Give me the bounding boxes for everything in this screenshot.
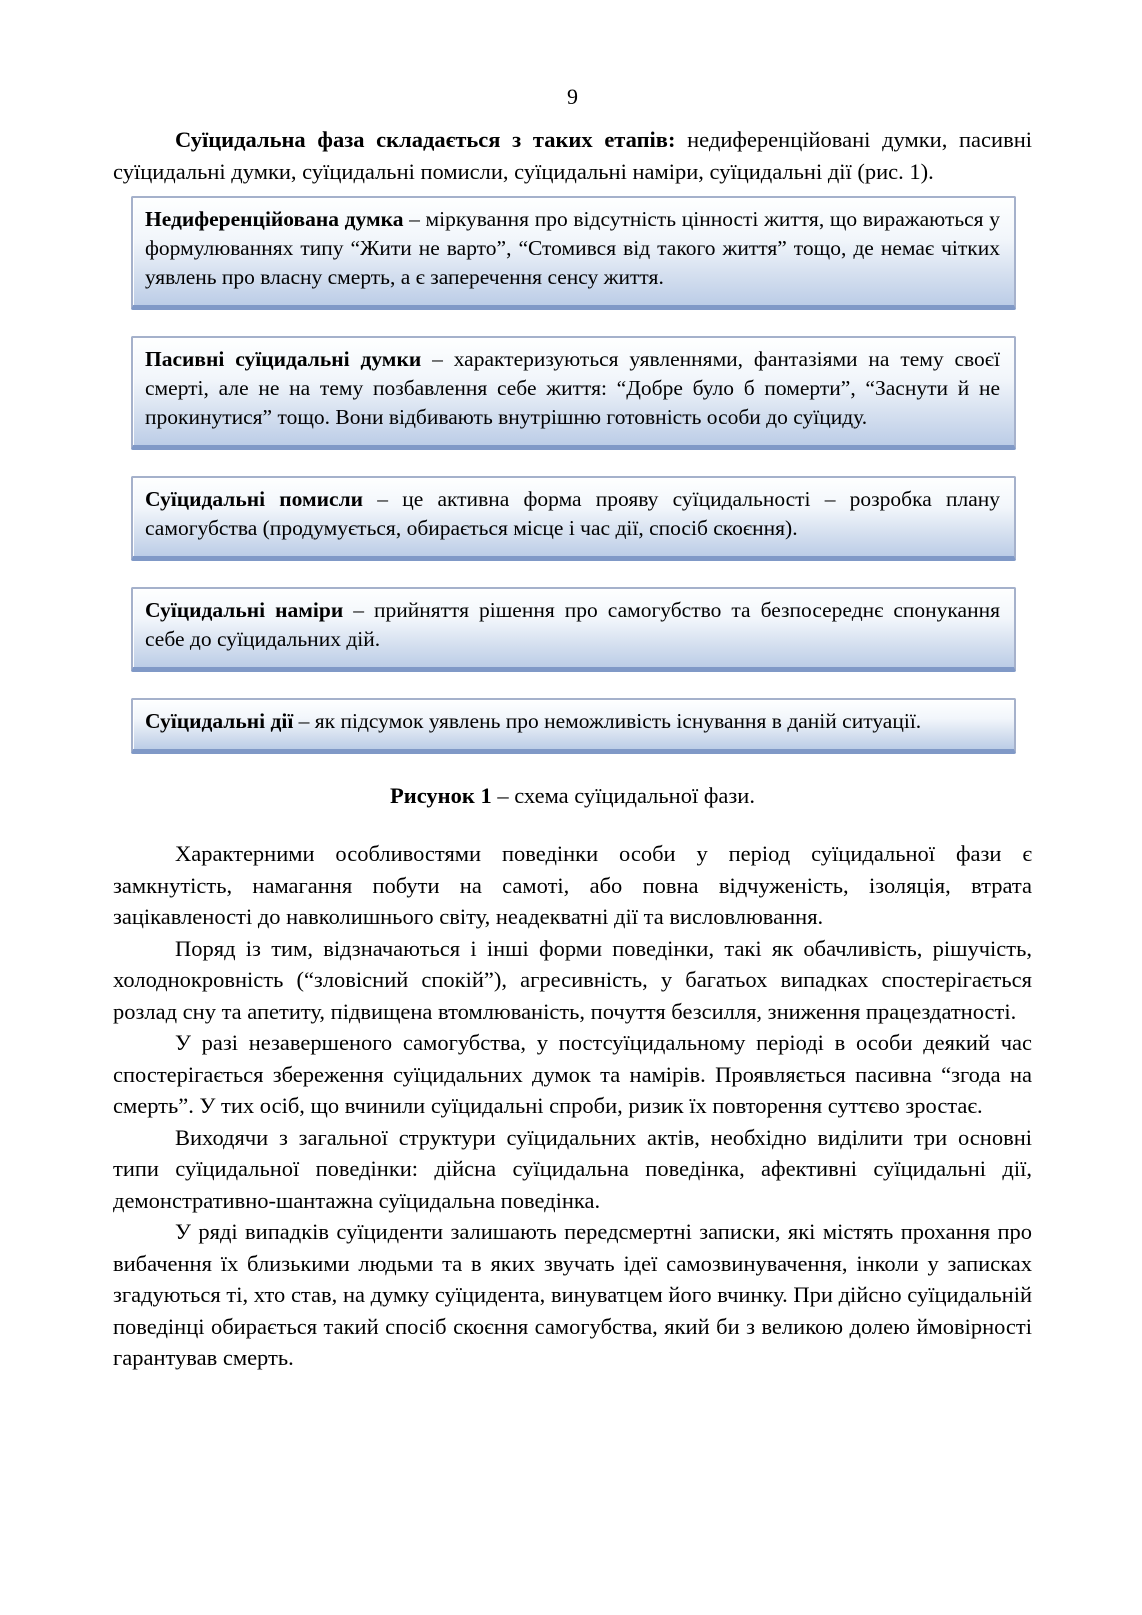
definition-text: – прийняття рішення про самогубство та безпосереднє спонукання себе до суїцидальних дій. xyxy=(145,598,1000,651)
body-paragraph-4: Виходячи з загальної структури суїцидальних актів, необхідно виділити три основні типи суїцидальної поведінки: дійсна суїцидальна поведінка, афективні суїцидальні дії, демонстративно-шантажна суїцидальна поведінка. xyxy=(113,1124,1032,1213)
definition-boxes xyxy=(113,196,1032,754)
page-number: 9 xyxy=(567,84,578,109)
definition-text: – міркування про відсутність цінності життя, що виражаються у формулюваннях типу “Жити не варто”, “Стомився від такого життя” тощо, де немає чітких уявлень про власну смерть, а є заперечення сенсу життя. xyxy=(145,207,1000,289)
definition-term: Недиференційована думка xyxy=(145,207,404,231)
definition-box-suicidal-actions xyxy=(131,698,1016,754)
definition-box-undifferentiated-thought xyxy=(131,196,1016,310)
body-paragraph-5: У ряді випадків суїциденти залишають передсмертні записки, які містять прохання про вибачення їх близькими людьми та в яких звучать ідеї самозвинувачення, інколи у записках згадуються ті, хто став, на думку суїцидента, винуватцем його вчинку. При дійсно суїцидальній поведінці обирається такий спосіб скоєння самогубства, який би з великою долею ймовірності гарантував смерть. xyxy=(113,1219,1032,1370)
figure-caption-label: Рисунок 1 xyxy=(390,783,492,808)
definition-text: – це активна форма прояву суїцидальності – розробка плану самогубства (продумується, обирається місце і час дії, спосіб скоєння). xyxy=(145,487,1000,540)
intro-lead-rest: недиференційовані думки, пасивні суїцидальні думки, суїцидальні помисли, суїцидальні наміри, суїцидальні дії (рис. 1). xyxy=(113,127,1032,184)
definition-box-passive-suicidal-thoughts xyxy=(131,336,1016,450)
definition-box-suicidal-ideation xyxy=(131,476,1016,561)
figure-caption-text: – схема суїцидальної фази. xyxy=(491,783,755,808)
definition-text: – як підсумок уявлень про неможливість існування в даній ситуації. xyxy=(293,709,922,733)
figure-caption xyxy=(113,780,1032,811)
definition-term: Суїцидальні дії xyxy=(145,709,294,733)
intro-paragraph xyxy=(113,124,1032,187)
body-paragraph-1: Характерними особливостями поведінки особи у період суїцидальної фази є замкнутість, намагання побути на самоті, або повна відчуженість, ізоляція, втрата зацікавленості до навколишнього світу, неадекватні дії та висловлювання. xyxy=(113,841,1032,929)
definition-text: – характеризуються уявленнями, фантазіями на тему своєї смерті, але не на тему позбавлення себе життя: “Добре було б померти”, “Заснути й не прокинутися” тощо. Вони відбивають внутрішню готовність особи до суїциду. xyxy=(145,347,1000,429)
intro-lead-bold: Суїцидальна фаза складається з таких етапів: xyxy=(175,127,676,152)
definition-box-suicidal-intentions xyxy=(131,587,1016,672)
definition-term: Пасивні суїцидальні думки xyxy=(145,347,422,371)
definition-term: Суїцидальні наміри xyxy=(145,598,344,622)
body-paragraph-2: Поряд із тим, відзначаються і інші форми поведінки, такі як обачливість, рішучість, холоднокровність (“зловісний спокій”), агресивність, у багатьох випадках спостерігається розлад сну та апетиту, підвищена втомлюваність, почуття безсилля, зниження працездатності. xyxy=(113,935,1032,1024)
definition-term: Суїцидальні помисли xyxy=(145,487,364,511)
body-paragraph-3: У разі незавершеного самогубства, у постсуїцидальному періоді в особи деякий час спостерігається збереження суїцидальних думок та намірів. Проявляється пасивна “згода на смерть”. У тих осіб, що вчинили суїцидальні спроби, ризик їх повторення суттєво зростає. xyxy=(113,1030,1032,1118)
